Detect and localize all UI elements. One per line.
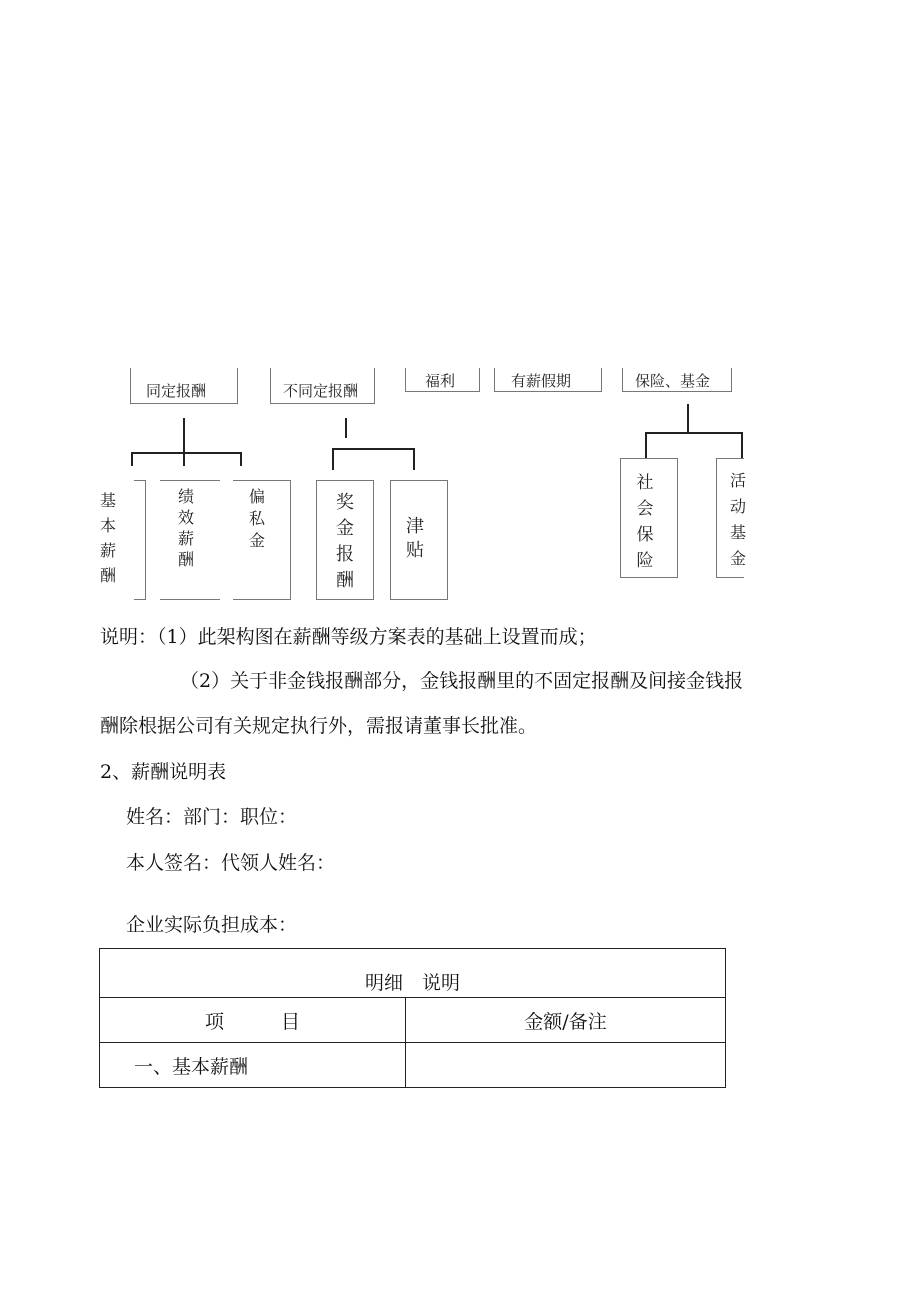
connector-line bbox=[131, 452, 241, 454]
column-header-amount: 金额/备注 bbox=[406, 998, 726, 1043]
non-fixed-pay-label: 不同定报酬 bbox=[283, 382, 359, 400]
activity-fund-label: 活动基金 bbox=[729, 471, 746, 568]
connector-line bbox=[345, 418, 347, 438]
table-title: 明细 说明 bbox=[100, 949, 726, 998]
allowance-label: 津贴 bbox=[406, 516, 424, 561]
connector-line bbox=[413, 448, 415, 470]
private-bonus-label: 偏私金 bbox=[248, 487, 265, 550]
table-row bbox=[100, 1043, 726, 1088]
connector-line bbox=[183, 452, 185, 466]
connector-line bbox=[645, 432, 647, 458]
section-title: 2、薪酬说明表 bbox=[100, 761, 227, 783]
column-header-item: 项 目 bbox=[100, 998, 406, 1043]
paid-leave-label: 有薪假期 bbox=[511, 372, 572, 390]
connector-line bbox=[645, 432, 743, 434]
table-title-row bbox=[100, 949, 726, 998]
note-line-2: （2）关于非金钱报酬部分，金钱报酬里的不固定报酬及间接金钱报 bbox=[180, 670, 744, 692]
connector-line bbox=[240, 452, 242, 466]
enterprise-cost-line: 企业实际负担成本： bbox=[126, 914, 298, 936]
social-insurance-label: 社会保险 bbox=[636, 473, 654, 571]
connector-line bbox=[687, 404, 689, 434]
row-item-basic-salary: 一、基本薪酬 bbox=[100, 1043, 406, 1088]
fixed-pay-label: 同定报酬 bbox=[146, 382, 207, 400]
table-header-row bbox=[100, 998, 726, 1043]
connector-line bbox=[741, 432, 743, 458]
basic-salary-box bbox=[134, 480, 146, 600]
note-line-1: 说明：（1）此架构图在薪酬等级方案表的基础上设置而成； bbox=[100, 626, 597, 648]
connector-line bbox=[131, 452, 133, 466]
name-dept-position-line: 姓名：部门：职位： bbox=[126, 806, 298, 828]
insurance-fund-label: 保险、基金 bbox=[635, 372, 711, 390]
connector-line bbox=[183, 418, 185, 454]
row-amount-basic-salary[interactable] bbox=[406, 1043, 726, 1088]
salary-detail-table bbox=[99, 948, 726, 1088]
connector-line bbox=[332, 448, 414, 450]
connector-line bbox=[332, 448, 334, 470]
note-line-3: 酬除根据公司有关规定执行外，需报请董事长批准。 bbox=[100, 715, 538, 737]
bonus-label: 奖金报酬 bbox=[336, 492, 354, 591]
welfare-label: 福利 bbox=[425, 372, 456, 390]
basic-salary-label: 基本薪酬 bbox=[99, 491, 116, 585]
signature-line: 本人签名：代领人姓名： bbox=[126, 852, 336, 874]
performance-salary-label: 绩效薪酬 bbox=[177, 487, 194, 569]
